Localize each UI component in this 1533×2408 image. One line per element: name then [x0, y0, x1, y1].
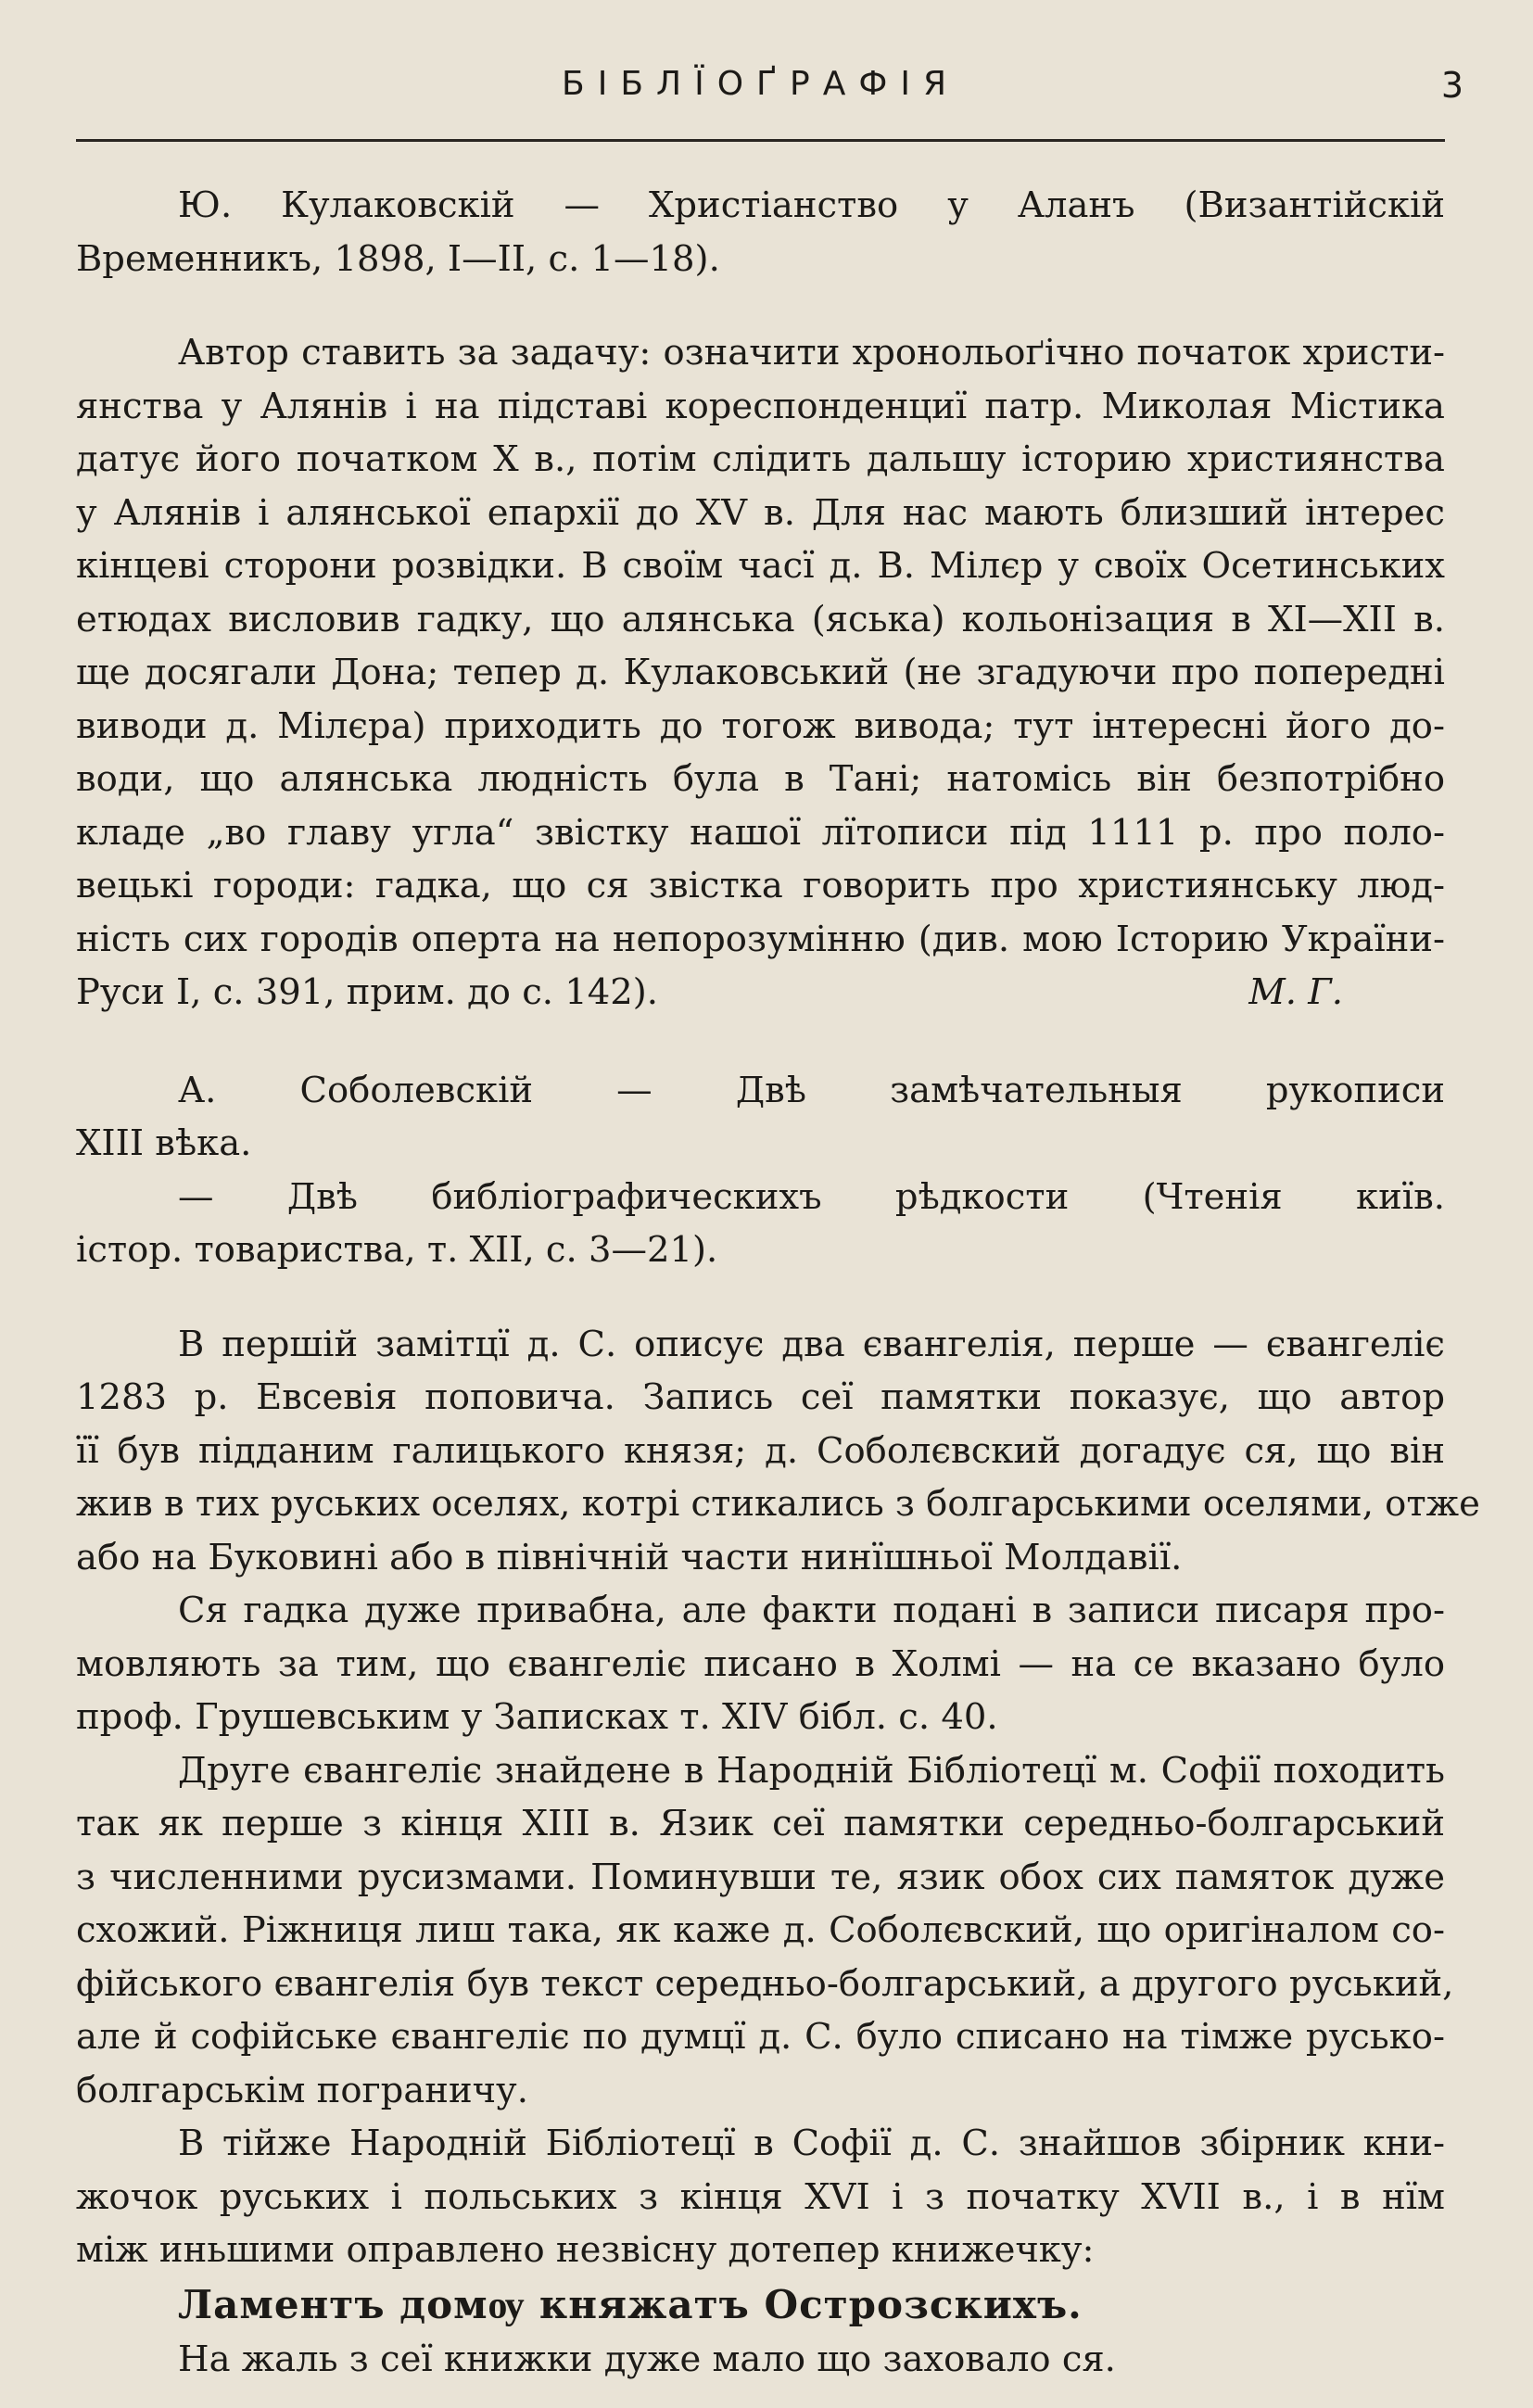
body-line: 1283 р. Евсевія поповича. Запись сеї памятки показує, що автор	[76, 1376, 1445, 1418]
entry-title-line: Ю. Кулаковскій — Христіанство у Аланъ (Византійскій	[178, 184, 1445, 226]
body-line: На жаль з сеї книжки дуже мало що заховало ся.	[178, 2338, 1116, 2380]
body-line: ність сих городів оперта на непорозумінню (див. мою Історию України-	[76, 918, 1445, 960]
body-line: Друге євангеліє знайдене в Народній Бібліотецї м. Софії походить	[178, 1749, 1445, 1792]
body-line: кінцеві сторони розвідки. В своїм часї д. В. Мілєр у своїх Осетинських	[76, 545, 1445, 587]
body-line: кладе „во главу угла“ звістку нашої лїтописи під 1111 р. про поло-	[76, 811, 1445, 854]
running-head	[76, 65, 1463, 120]
body-line: В тійже Народній Бібліотецї в Софії д. С. знайшов збірник кни-	[178, 2123, 1445, 2164]
page-number: 3	[1440, 65, 1463, 106]
body-line: з численними русизмами. Поминувши те, язик обох сих памяток дуже	[76, 1856, 1445, 1898]
body-line: її був підданим галицького князя; д. Соболєвский догадує ся, що він	[76, 1429, 1445, 1472]
body-line: між иньшими оправлено незвісну дотепер книжечку:	[76, 2229, 1095, 2271]
body-line: так як перше з кінця XIII в. Язик сеї памятки середньо-болгарський	[76, 1803, 1445, 1844]
reviewer-signature: М. Г.	[1248, 971, 1343, 1013]
body-line: Ся гадка дуже привабна, але факти подані в записи писаря про-	[178, 1590, 1445, 1631]
review-entry-kulakovsky	[76, 179, 1445, 1020]
body-line: води, що алянська людність була в Тані; натомісь він безпотрібно	[76, 758, 1445, 800]
body-line: проф. Грушевським у Записках т. XIV бібл. с. 40.	[76, 1696, 998, 1738]
body-line: вецькі городи: гадка, що ся звістка говорить про християнську люд-	[76, 865, 1445, 906]
book-title-church-slavonic: Ламентъ домѹ княжатъ Острозскихъ.	[178, 2281, 1083, 2327]
body-line: янства у Алянів і на підставі кореспонденциї патр. Миколая Містика	[76, 385, 1445, 427]
body-line: болгарськім пограничу.	[76, 2069, 528, 2111]
body-line: датує його початком X в., потім слідить дальшу історию християнства	[76, 438, 1445, 480]
body-line: або на Буковині або в північній части нинїшньої Молдавії.	[76, 1536, 1183, 1578]
entry-title-line: XIII вѣка.	[76, 1122, 252, 1164]
body-line: етюдах висловив гадку, що алянська (яська) кольонізация в XI—XII в.	[76, 598, 1445, 640]
entry-title-line: А. Соболевскій — Двѣ замѣчательныя рукописи	[178, 1069, 1445, 1111]
body-line: мовляють за тим, що євангеліє писано в Холмі — на се вказано було	[76, 1642, 1445, 1685]
body-line: жив в тих руських оселях, котрі стикались з болгарськими оселями, отже	[76, 1483, 1480, 1525]
header-rule	[76, 139, 1445, 142]
body-line: Автор ставить за задачу: означити хронольоґічно початок христи-	[178, 332, 1445, 374]
body-line-text: Руси I, с. 391, прим. до с. 142).	[76, 971, 658, 1013]
body-line: жочок руських і польських з кінця XVI і з початку XVII в., і в нїм	[76, 2175, 1445, 2218]
body-line: В першій замітцї д. С. описує два євангелія, перше — євангеліє	[178, 1323, 1445, 1365]
body-line: виводи д. Мілєра) приходить до тогож вивода; тут інтересні його до-	[76, 704, 1445, 747]
body-line: схожий. Ріжниця лиш така, як каже д. Соболєвский, що оригіналом со-	[76, 1909, 1445, 1951]
entry-title-line: істор. товариства, т. XII, с. 3—21).	[76, 1229, 718, 1271]
body-line: ще досягали Дона; тепер д. Кулаковський (не згадуючи про попередні	[76, 652, 1445, 693]
body-line: але й софійське євангеліє по думцї д. С. було списано на тімже русько-	[76, 2016, 1445, 2058]
running-title: БІБЛЇОҐРАФІЯ	[562, 65, 959, 103]
entry-title-line: Временникъ, 1898, I—II, с. 1—18).	[76, 237, 720, 280]
review-entry-sobolevsky	[76, 1064, 1480, 2387]
entry-title-line: — Двѣ библіографическихъ рѣдкости (Чтенія київ.	[178, 1175, 1445, 1218]
body-line: у Алянів і алянської епархії до XV в. Для нас мають близший інтерес	[76, 491, 1445, 534]
body-line-last	[76, 966, 1445, 1020]
body-line: фійського євангелія був текст середньо-болгарський, а другого руський,	[76, 1962, 1454, 2005]
